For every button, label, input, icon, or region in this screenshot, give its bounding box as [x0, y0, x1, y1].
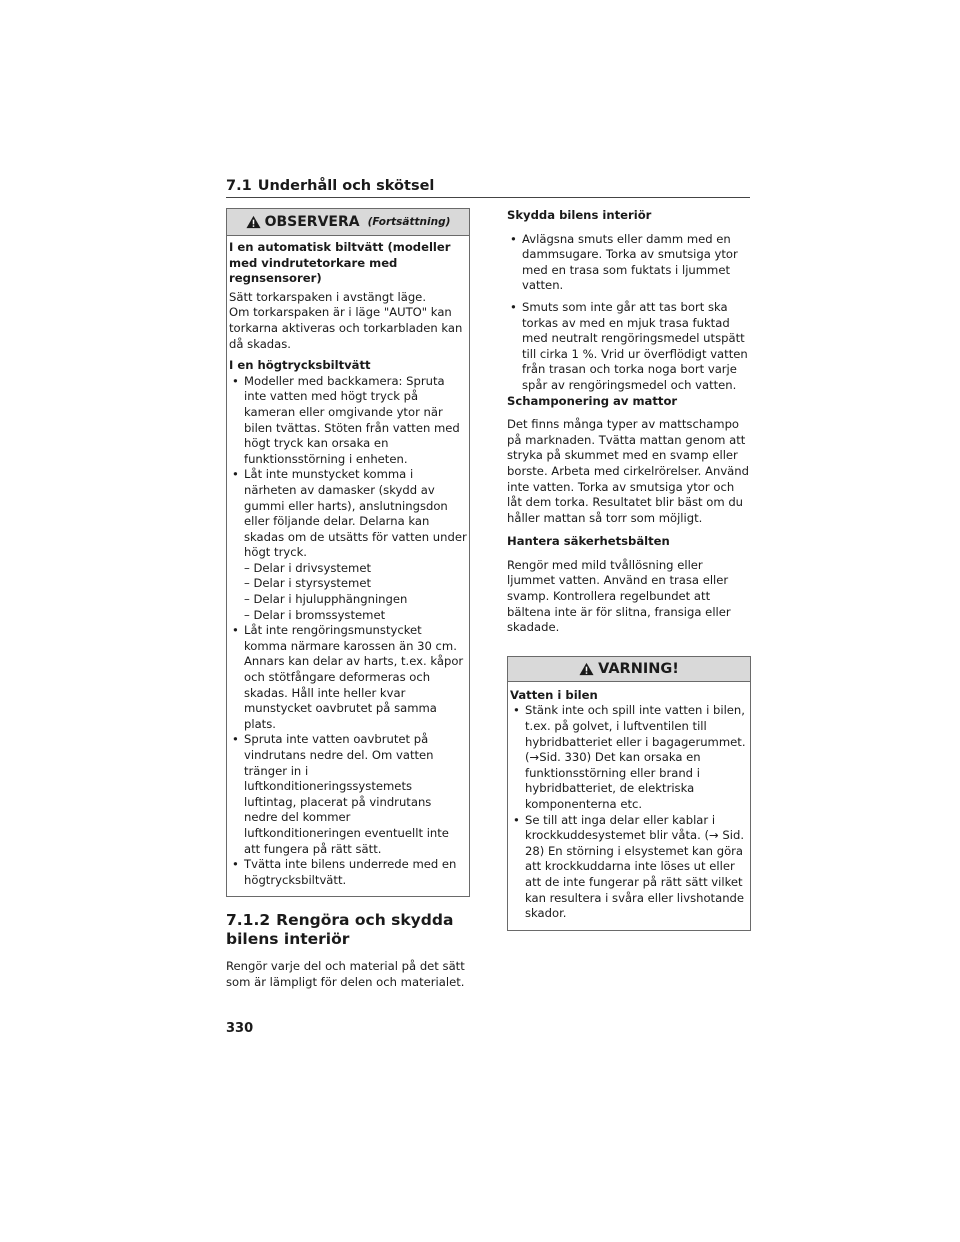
observera-subheading-1: I en automatisk biltvätt (modeller med vindrutetorkare med regnsensorer)	[229, 240, 451, 286]
header-section-number: 7.1	[226, 178, 252, 194]
observera-continued: (Fortsättning)	[367, 216, 451, 228]
header-section-title: Underhåll och skötsel	[257, 178, 435, 194]
list-item: • Låt inte rengöringsmunstycket komma närmare karossen än 30 cm. Annars kan delar av harts, t.ex. kåpor och stötfångare deformeras och skadas. Håll inte heller kvar munstycket oavbrutet på samma plats.	[229, 623, 467, 732]
list-item: • Se till att inga delar eller kablar i krockkuddesystemet blir våta. (→ Sid. 28) En störning i elsystemet kan göra att krockkuddarna inte löses ut eller att de inte fungerar på rätt sätt vilket kan resultera i svåra eller livshotande skador.	[510, 813, 748, 922]
observera-bullet-list	[229, 374, 467, 889]
varning-body	[508, 682, 750, 930]
dash-item: – Delar i hjulupphängningen	[244, 592, 408, 607]
left-column	[226, 208, 470, 991]
page-number: 330	[226, 1021, 254, 1036]
section-title: Rengöra och skydda bilens interiör	[226, 911, 454, 949]
list-item: • Smuts som inte går att tas bort ska torkas av med en mjuk trasa fuktad med neutralt rengöringsmedel utspätt till cirka 1 %. Vrid ur överflödigt vatten från trasan och torka noga bort varje spår av rengöringsmedel och vatten.	[507, 300, 751, 394]
list-item: • Avlägsna smuts eller damm med en dammsugare. Torka av smutsiga ytor med en trasa som fuktats i ljummet vatten.	[507, 232, 751, 294]
varning-subheading: Vatten i bilen	[510, 687, 598, 702]
varning-title: VARNING!	[598, 660, 679, 677]
list-item: • Stänk inte och spill inte vatten i bilen, t.ex. på golvet, i luftventilen till hybridbatteriet eller i bagagerummet. (→Sid. 330) Det kan orsaka en funktionsstörning eller brand i hybridbatteriet, de elektriska komponenterna etc.	[510, 703, 748, 812]
warning-triangle-icon	[579, 662, 594, 676]
observera-paragraph-2: Om torkarspaken är i läge "AUTO" kan torkarna aktiveras och torkarbladen kan då skadas.	[229, 305, 463, 351]
varning-header	[508, 657, 750, 682]
observera-title: OBSERVERA	[264, 214, 360, 230]
list-item: • Modeller med backkamera: Spruta inte vatten med högt tryck på kameran eller omgivande ytor när bilen tvättas. Stöten från vatten med högt tryck kan orsaka en funktionsstörning i enheten.	[229, 374, 467, 468]
protect-bullet-list	[507, 232, 751, 394]
belts-heading: Hantera säkerhetsbälten	[507, 534, 670, 549]
dash-item: – Delar i drivsystemet	[244, 560, 372, 575]
list-item: • Låt inte munstycket komma i närheten av damasker (skydd av gummi eller harts), anslutningsdon eller följande delar. Delarna kan skadas om de utsätts för vatten under högt tryck. – Delar i drivsystemet – Delar i styrsystemet – Delar i hjulupphängningen – Delar i bromssystemet	[229, 467, 467, 623]
dash-item: – Delar i styrsystemet	[244, 576, 372, 591]
shampoo-heading: Schamponering av mattor	[507, 393, 678, 408]
observera-body	[227, 236, 469, 896]
list-item: • Tvätta inte bilens underrede med en högtrycksbiltvätt.	[229, 857, 467, 888]
varning-bullet-list	[510, 703, 748, 921]
observera-box	[226, 208, 470, 897]
observera-header	[227, 209, 469, 236]
warning-triangle-icon	[246, 215, 261, 229]
shampoo-text: Det finns många typer av mattschampo på marknaden. Tvätta mattan genom att stryka på skummet med en svamp eller borste. Arbeta med cirkelrörelser. Använd inte vatten. Torka av smutsiga ytor och låt dem torka. Resultatet blir bäst om du håller mattan så torr som möjligt.	[507, 417, 749, 525]
section-number: 7.1.2	[226, 911, 271, 930]
protect-heading: Skydda bilens interiör	[507, 208, 652, 222]
section-heading	[226, 911, 470, 949]
varning-box	[507, 656, 751, 931]
observera-subheading-2: I en högtrycksbiltvätt	[229, 358, 371, 373]
observera-paragraph-1: Sätt torkarspaken i avstängt läge.	[229, 289, 427, 304]
right-column	[507, 208, 751, 931]
belts-text: Rengör med mild tvållösning eller ljummet vatten. Använd en trasa eller svamp. Kontrollera regelbundet att bältena inte är för slitna, fransiga eller skadade.	[507, 557, 731, 635]
dash-item: – Delar i bromssystemet	[244, 607, 386, 622]
page-header	[226, 178, 750, 198]
list-item: • Spruta inte vatten oavbrutet på vindrutans nedre del. Om vatten tränger in i luftkonditioneringssystemets luftintag, placerat på vindrutans nedre del kommer luftkonditioneringen eventuellt inte att fungera på rätt sätt.	[229, 732, 467, 857]
section-intro: Rengör varje del och material på det sätt som är lämpligt för delen och materialet.	[226, 959, 465, 989]
